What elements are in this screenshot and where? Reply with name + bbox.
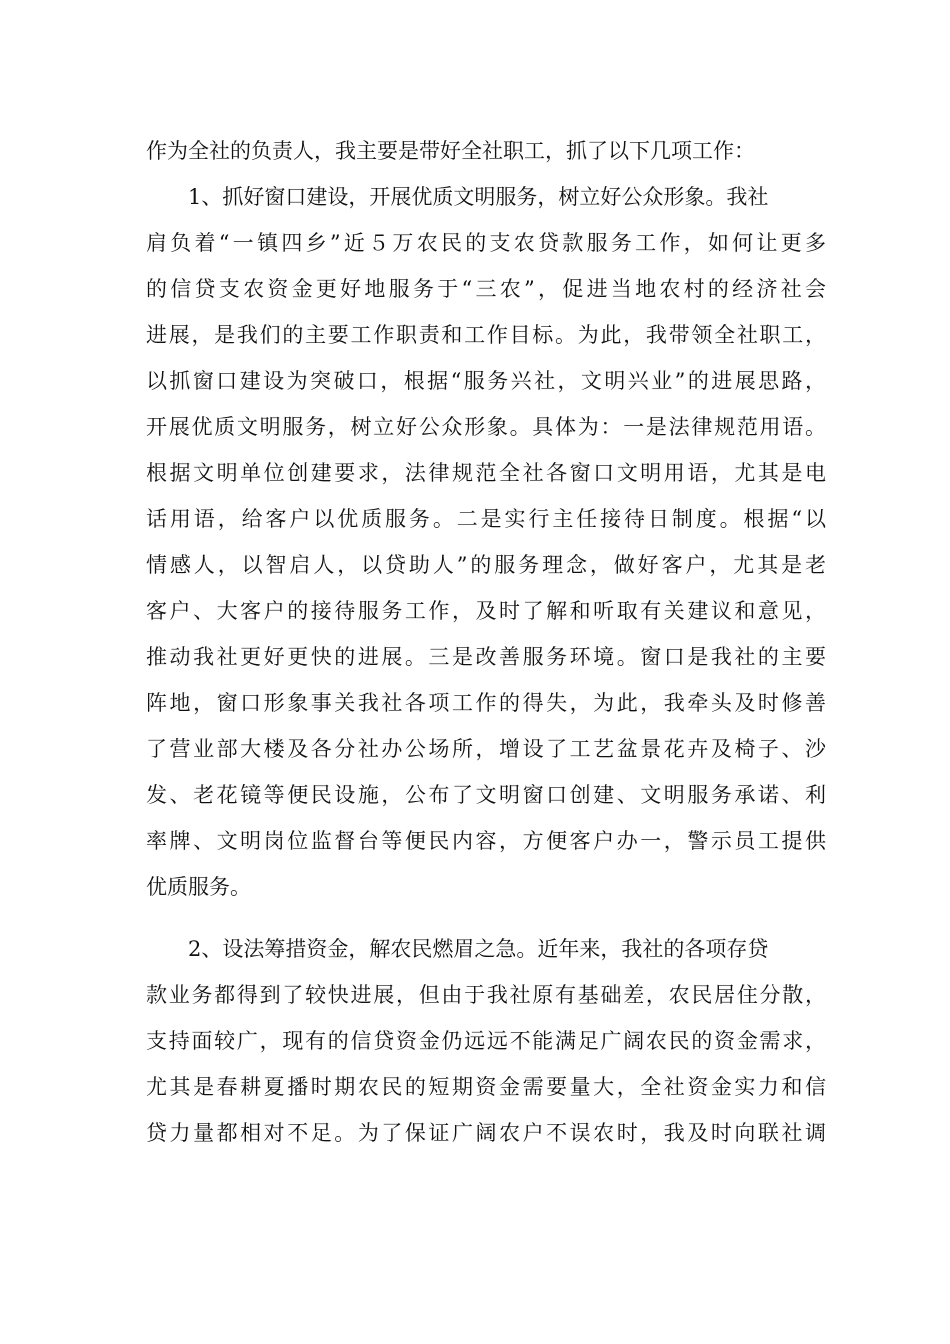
text-line: 肩负着“一镇四乡”近５万农民的支农贷款服务工作，如何让更多 <box>146 231 826 255</box>
text-line: 款业务都得到了较快进展，但由于我社原有基础差，农民居住分散， <box>146 983 826 1007</box>
text-line: 开展优质文明服务，树立好公众形象。具体为：一是法律规范用语。 <box>146 415 826 439</box>
text-line: 率牌、文明岗位监督台等便民内容，方便客户办一，警示员工提供 <box>146 829 826 853</box>
text-line: 推动我社更好更快的进展。三是改善服务环境。窗口是我社的主要 <box>146 645 826 669</box>
text-line: 进展，是我们的主要工作职责和工作目标。为此，我带领全社职工， <box>146 323 826 347</box>
text-line: 尤其是春耕夏播时期农民的短期资金需要量大，全社资金实力和信 <box>146 1075 826 1099</box>
paragraph-1-last-line: 优质服务。 <box>146 875 251 899</box>
text-line: 的信贷支农资金更好地服务于“三农”，促进当地农村的经济社会 <box>146 277 826 301</box>
text-line: 客户、大客户的接待服务工作，及时了解和听取有关建议和意见， <box>146 599 826 623</box>
paragraph-1-heading-line: 1、抓好窗口建设，开展优质文明服务，树立好公众形象。我社 <box>188 185 769 209</box>
text-line: 发、老花镜等便民设施，公布了文明窗口创建、文明服务承诺、利 <box>146 783 826 807</box>
document-body <box>146 128 826 1156</box>
paragraph-2-heading-line: 2、设法筹措资金，解农民燃眉之急。近年来，我社的各项存贷 <box>188 937 769 961</box>
text-line: 情感人，以智启人，以贷助人”的服务理念，做好客户，尤其是老 <box>146 553 826 577</box>
text-line: 阵地，窗口形象事关我社各项工作的得失，为此，我牵头及时修善 <box>146 691 826 715</box>
text-line: 支持面较广，现有的信贷资金仍远远不能满足广阔农民的资金需求， <box>146 1029 826 1053</box>
text-line: 贷力量都相对不足。为了保证广阔农户不误农时，我及时向联社调 <box>146 1121 826 1145</box>
text-line: 根据文明单位创建要求，法律规范全社各窗口文明用语，尤其是电 <box>146 461 826 485</box>
text-line: 作为全社的负责人，我主要是带好全社职工，抓了以下几项工作： <box>146 139 755 163</box>
text-line: 话用语，给客户以优质服务。二是实行主任接待日制度。根据“以 <box>146 507 826 531</box>
text-line: 了营业部大楼及各分社办公场所，增设了工艺盆景花卉及椅子、沙 <box>146 737 826 761</box>
text-line: 以抓窗口建设为突破口，根据“服务兴社，文明兴业”的进展思路， <box>146 369 826 393</box>
